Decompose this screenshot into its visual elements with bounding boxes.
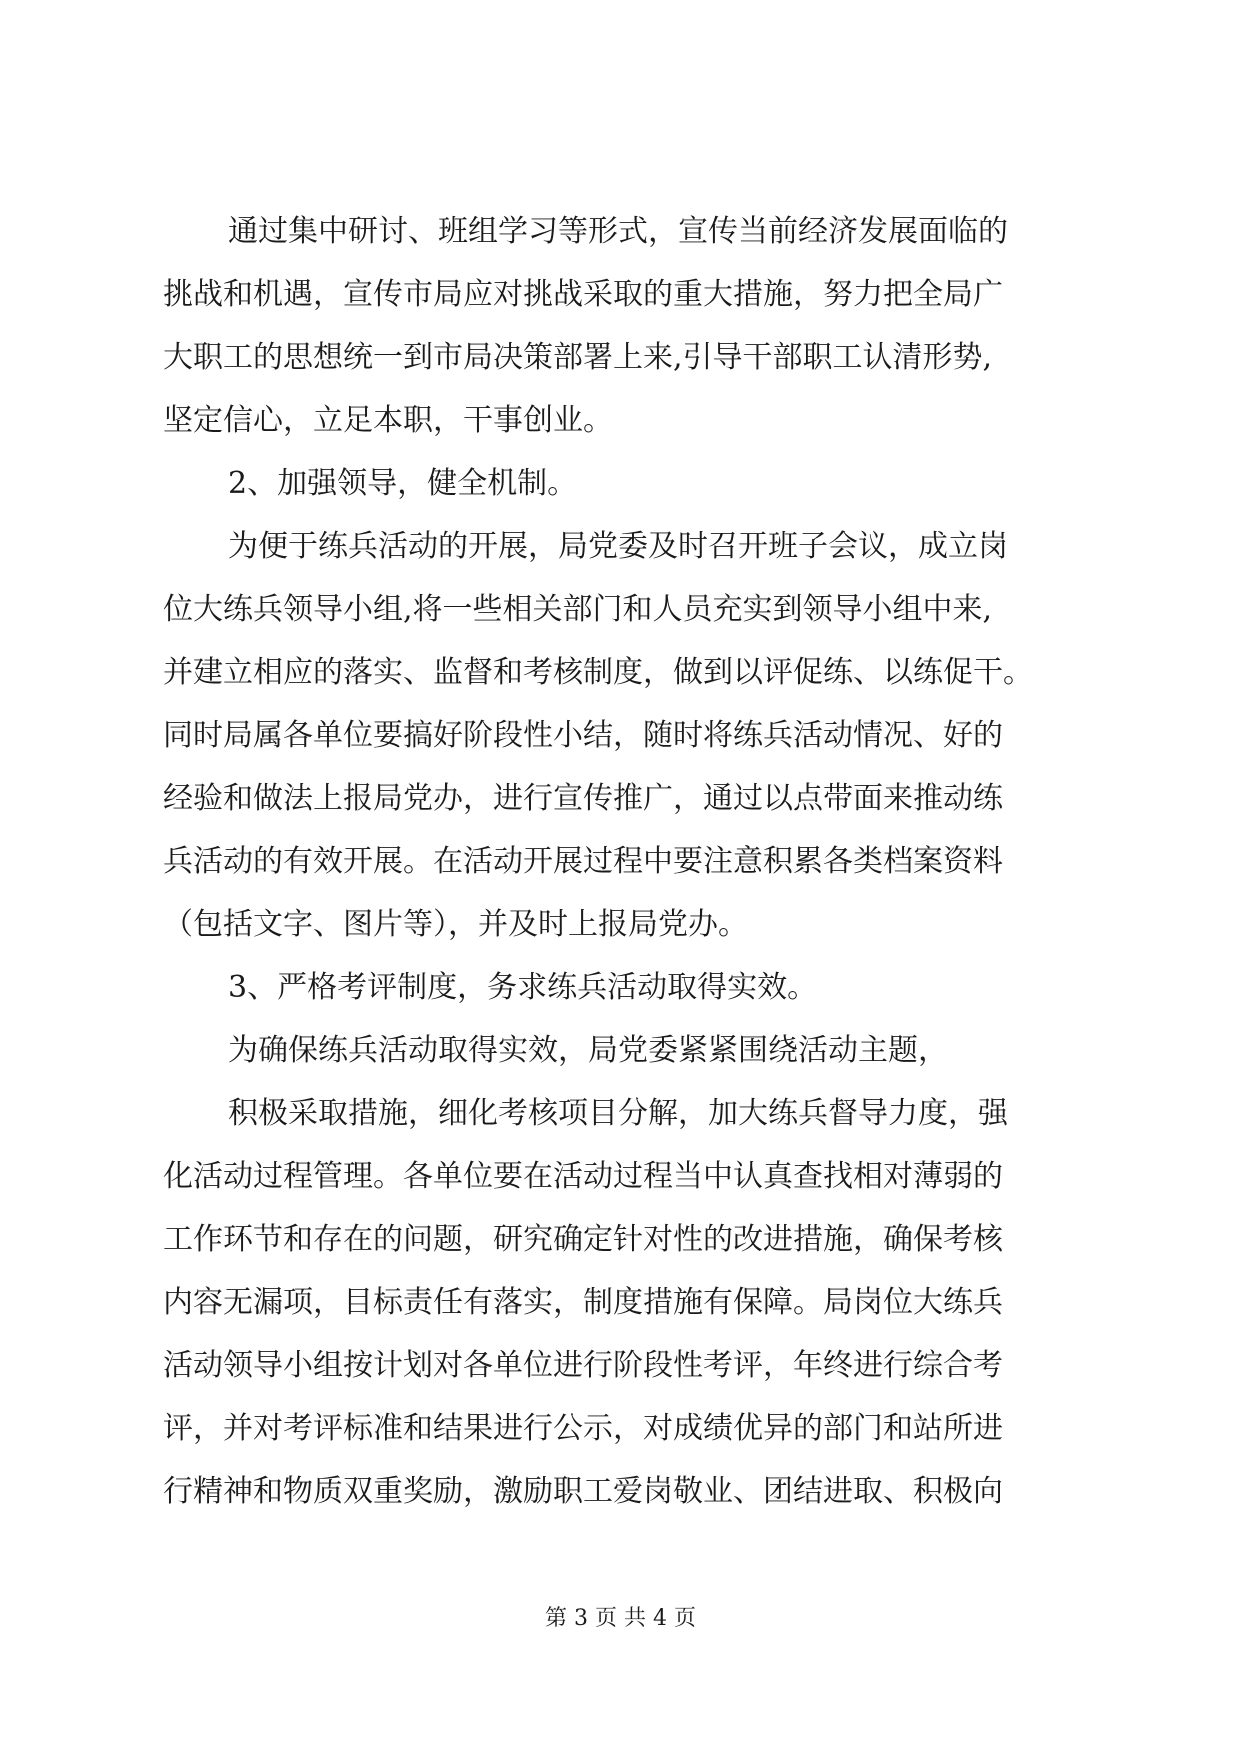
text-line: 行精神和物质双重奖励，激励职工爱岗敬业、团结进取、积极向 bbox=[163, 1474, 1003, 1509]
page-footer: 第 3 页 共 4 页 bbox=[545, 1606, 696, 1631]
text-line: 通过集中研讨、班组学习等形式，宣传当前经济发展面临的 bbox=[228, 214, 1008, 249]
text-line: 活动领导小组按计划对各单位进行阶段性考评，年终进行综合考 bbox=[163, 1348, 1003, 1383]
text-line: 化活动过程管理。各单位要在活动过程当中认真查找相对薄弱的 bbox=[163, 1159, 1003, 1194]
text-line: 挑战和机遇，宣传市局应对挑战采取的重大措施，努力把全局广 bbox=[163, 277, 1003, 312]
text-line: 工作环节和存在的问题，研究确定针对性的改进措施，确保考核 bbox=[163, 1222, 1003, 1257]
text-line: 积极采取措施，细化考核项目分解，加大练兵督导力度，强 bbox=[228, 1096, 1008, 1131]
text-line: 位大练兵领导小组,将一些相关部门和人员充实到领导小组中来, bbox=[163, 592, 993, 627]
text-line: 评，并对考评标准和结果进行公示，对成绩优异的部门和站所进 bbox=[163, 1411, 1003, 1446]
text-line: 大职工的思想统一到市局决策部署上来,引导干部职工认清形势, bbox=[163, 340, 993, 375]
text-line: 坚定信心，立足本职，干事创业。 bbox=[163, 403, 613, 438]
text-line: 内容无漏项，目标责任有落实，制度措施有保障。局岗位大练兵 bbox=[163, 1285, 1003, 1320]
text-line: 为确保练兵活动取得实效，局党委紧紧围绕活动主题， bbox=[228, 1033, 948, 1068]
text-line: 2、加强领导，健全机制。 bbox=[228, 466, 578, 501]
text-line: 并建立相应的落实、监督和考核制度，做到以评促练、以练促干。 bbox=[163, 655, 1033, 690]
text-line: 兵活动的有效开展。在活动开展过程中要注意积累各类档案资料 bbox=[163, 844, 1003, 879]
text-line: 3、严格考评制度，务求练兵活动取得实效。 bbox=[228, 970, 818, 1005]
text-line: 同时局属各单位要搞好阶段性小结，随时将练兵活动情况、好的 bbox=[163, 718, 1003, 753]
text-line: 经验和做法上报局党办，进行宣传推广，通过以点带面来推动练 bbox=[163, 781, 1003, 816]
text-line: （包括文字、图片等），并及时上报局党办。 bbox=[163, 907, 748, 942]
text-line: 为便于练兵活动的开展，局党委及时召开班子会议，成立岗 bbox=[228, 529, 1008, 564]
